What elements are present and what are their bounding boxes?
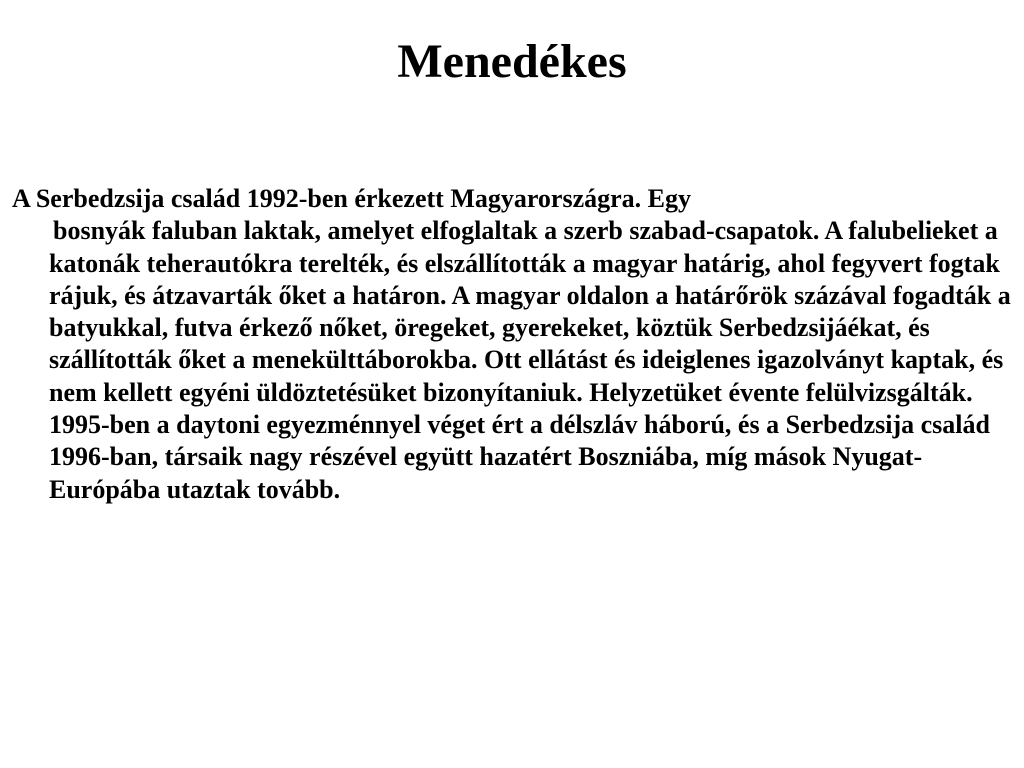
paragraph-first-line: A Serbedzsija család 1992-ben érkezett Magyarországra. Egy	[12, 184, 692, 213]
paragraph-continuation: bosnyák faluban laktak, amelyet elfoglaltak a szerb szabad-csapatok. A falubelieket a katonák teherautókra terelték, és elszállították a magyar határig, ahol fegyvert fogtak rájuk, és átzavarták őket a határon. A magyar oldalon a határőrök százával fogadták a batyukkal, futva érkező nőket, öregeket, gyerekeket, köztük Serbedzsijáékat, és szállították őket a menekülttáborokba. Ott ellátást és ideiglenes igazolványt kaptak, és nem kellett egyéni üldöztetésüket bizonyítaniuk. Helyzetüket évente felülvizsgálták. 1995-ben a daytoni egyezménnyel véget ért a délszláv háború, és a Serbedzsija család 1996-ban, társaik nagy részével együtt hazatért Boszniába, míg mások Nyugat-Európába utaztak tovább.	[49, 216, 1011, 504]
slide-title: Menedékes	[397, 35, 627, 88]
body-paragraph	[12, 183, 1017, 506]
